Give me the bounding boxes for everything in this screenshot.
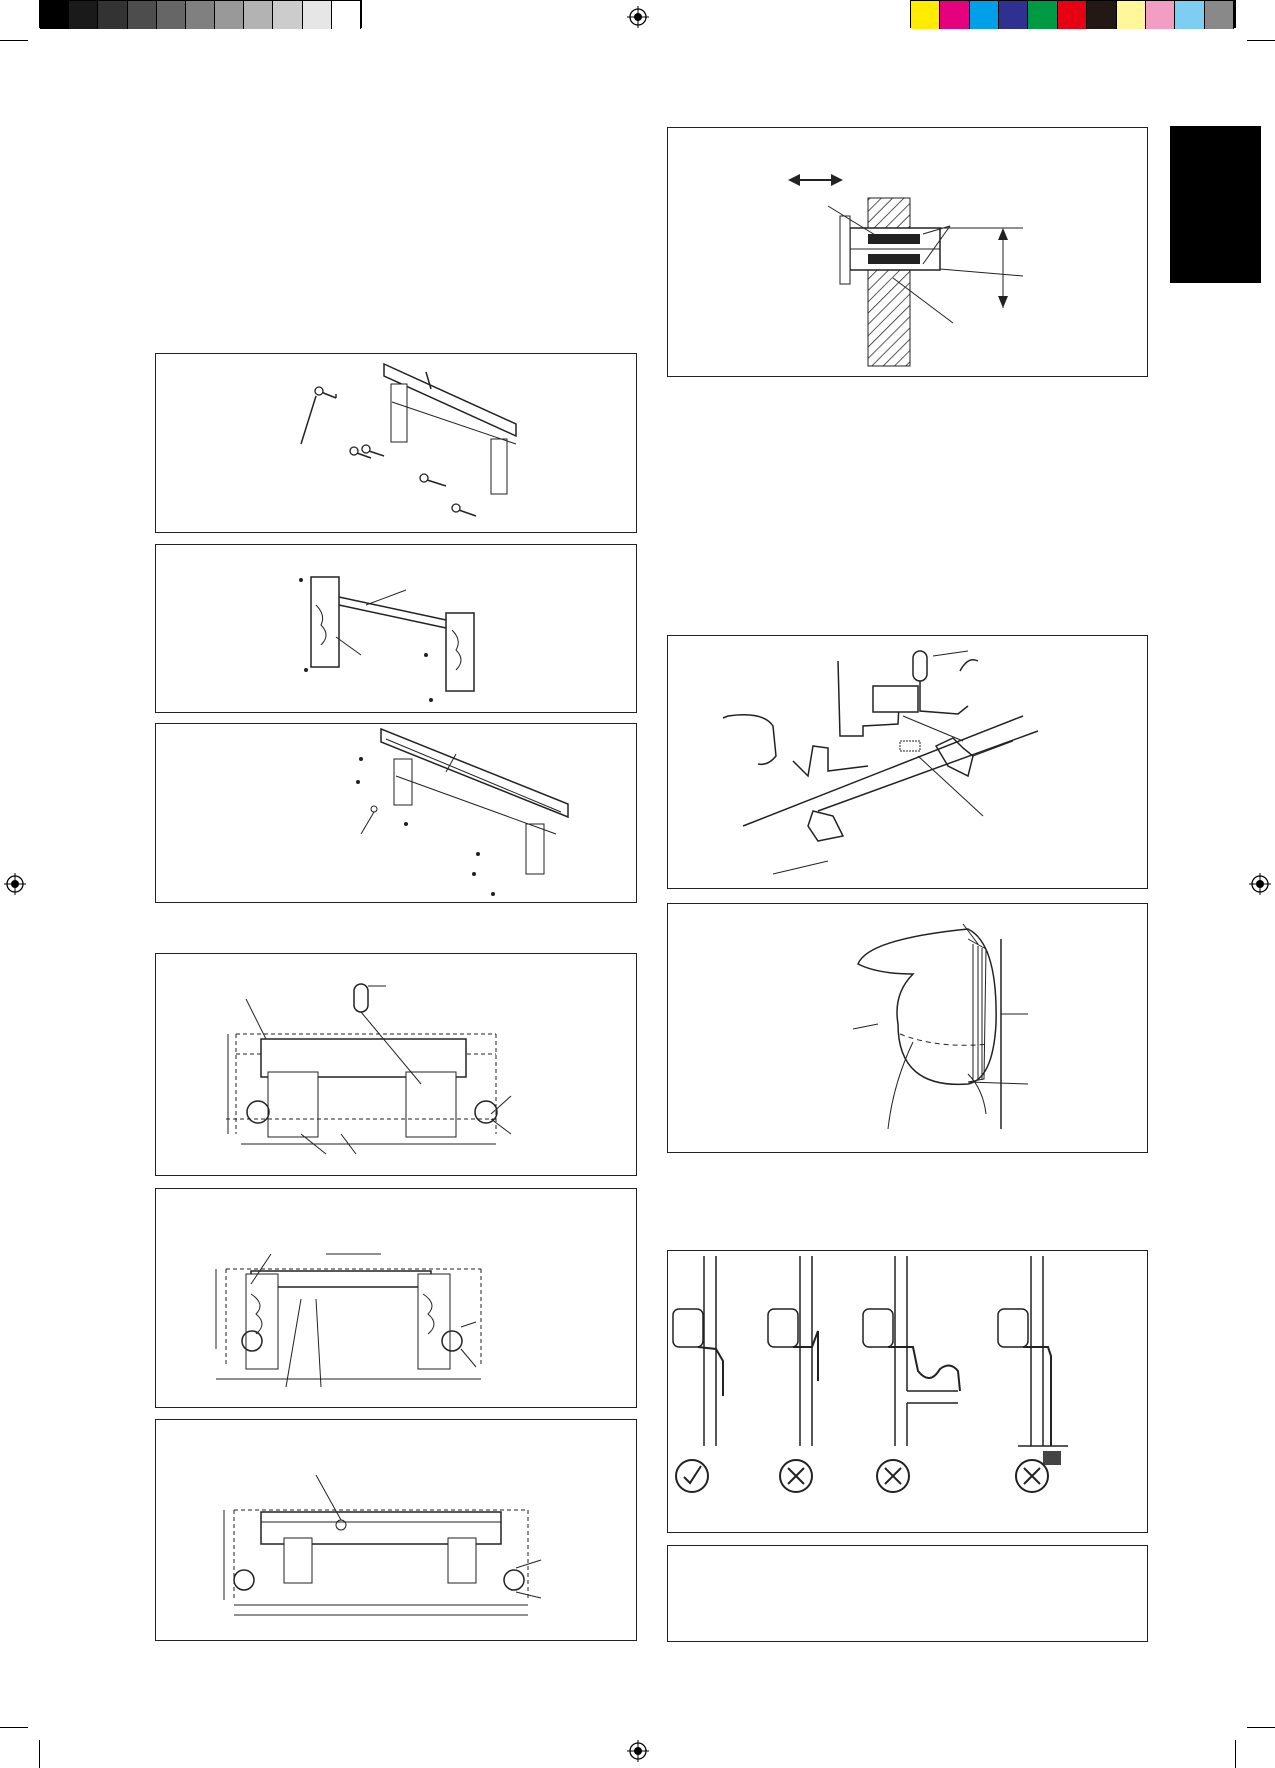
gray-swatch — [128, 1, 157, 29]
hooking-unit-figure — [667, 635, 1148, 889]
registration-mark-icon — [627, 1740, 649, 1762]
mounting-plate-long-figure — [155, 723, 637, 903]
drain-case-wrong-3 — [998, 1256, 1068, 1465]
color-swatch — [1087, 1, 1116, 29]
gray-swatch — [157, 1, 186, 29]
crop-mark — [39, 1740, 40, 1768]
mounting-plate-screws-figure — [155, 353, 637, 533]
color-swatch — [1175, 1, 1204, 29]
color-swatch — [1205, 1, 1234, 29]
gray-swatch — [98, 1, 127, 29]
cross-circle-icon — [877, 1460, 909, 1492]
mounting-plate-small-figure — [155, 544, 637, 713]
color-swatch — [1146, 1, 1175, 29]
drain-case-wrong-2 — [863, 1256, 960, 1446]
color-swatch — [1028, 1, 1057, 29]
mounting-plate-level-figure — [155, 953, 637, 1176]
process-color-bar — [910, 0, 1235, 28]
language-section-tab — [1170, 126, 1261, 283]
registration-mark-icon — [627, 6, 649, 28]
color-swatch — [999, 1, 1028, 29]
mounting-plate-dimensions-figure — [155, 1188, 637, 1408]
cross-circle-icon — [780, 1460, 812, 1492]
cross-circle-icon — [1016, 1460, 1048, 1492]
crop-mark — [1235, 1740, 1236, 1768]
gray-swatch — [303, 1, 332, 29]
color-swatch — [1117, 1, 1146, 29]
mounting-plate-wide-dimensions-figure — [155, 1419, 637, 1641]
wall-sleeve-figure — [667, 127, 1148, 377]
gray-swatch — [244, 1, 273, 29]
color-swatch — [970, 1, 999, 29]
grayscale-color-bar — [39, 0, 362, 28]
unit-on-wall-figure — [667, 903, 1148, 1153]
crop-mark — [1247, 40, 1275, 41]
color-swatch — [1058, 1, 1087, 29]
gray-swatch — [215, 1, 244, 29]
registration-mark-icon — [4, 873, 26, 895]
crop-mark — [0, 40, 28, 41]
empty-note-box — [667, 1545, 1148, 1642]
color-swatch — [911, 1, 940, 29]
crop-mark — [1247, 1727, 1275, 1728]
gray-swatch — [186, 1, 215, 29]
gray-swatch — [332, 1, 361, 29]
gray-swatch — [69, 1, 98, 29]
drain-case-correct — [673, 1256, 723, 1446]
gray-swatch — [40, 1, 69, 29]
drain-case-wrong-1 — [768, 1256, 818, 1446]
check-circle-icon — [676, 1460, 708, 1492]
crop-mark — [39, 0, 40, 28]
color-swatch — [940, 1, 969, 29]
crop-mark — [1235, 0, 1236, 28]
crop-mark — [0, 1727, 28, 1728]
registration-mark-icon — [1249, 873, 1271, 895]
gray-swatch — [273, 1, 302, 29]
drain-pipe-routing-figure — [667, 1250, 1148, 1533]
